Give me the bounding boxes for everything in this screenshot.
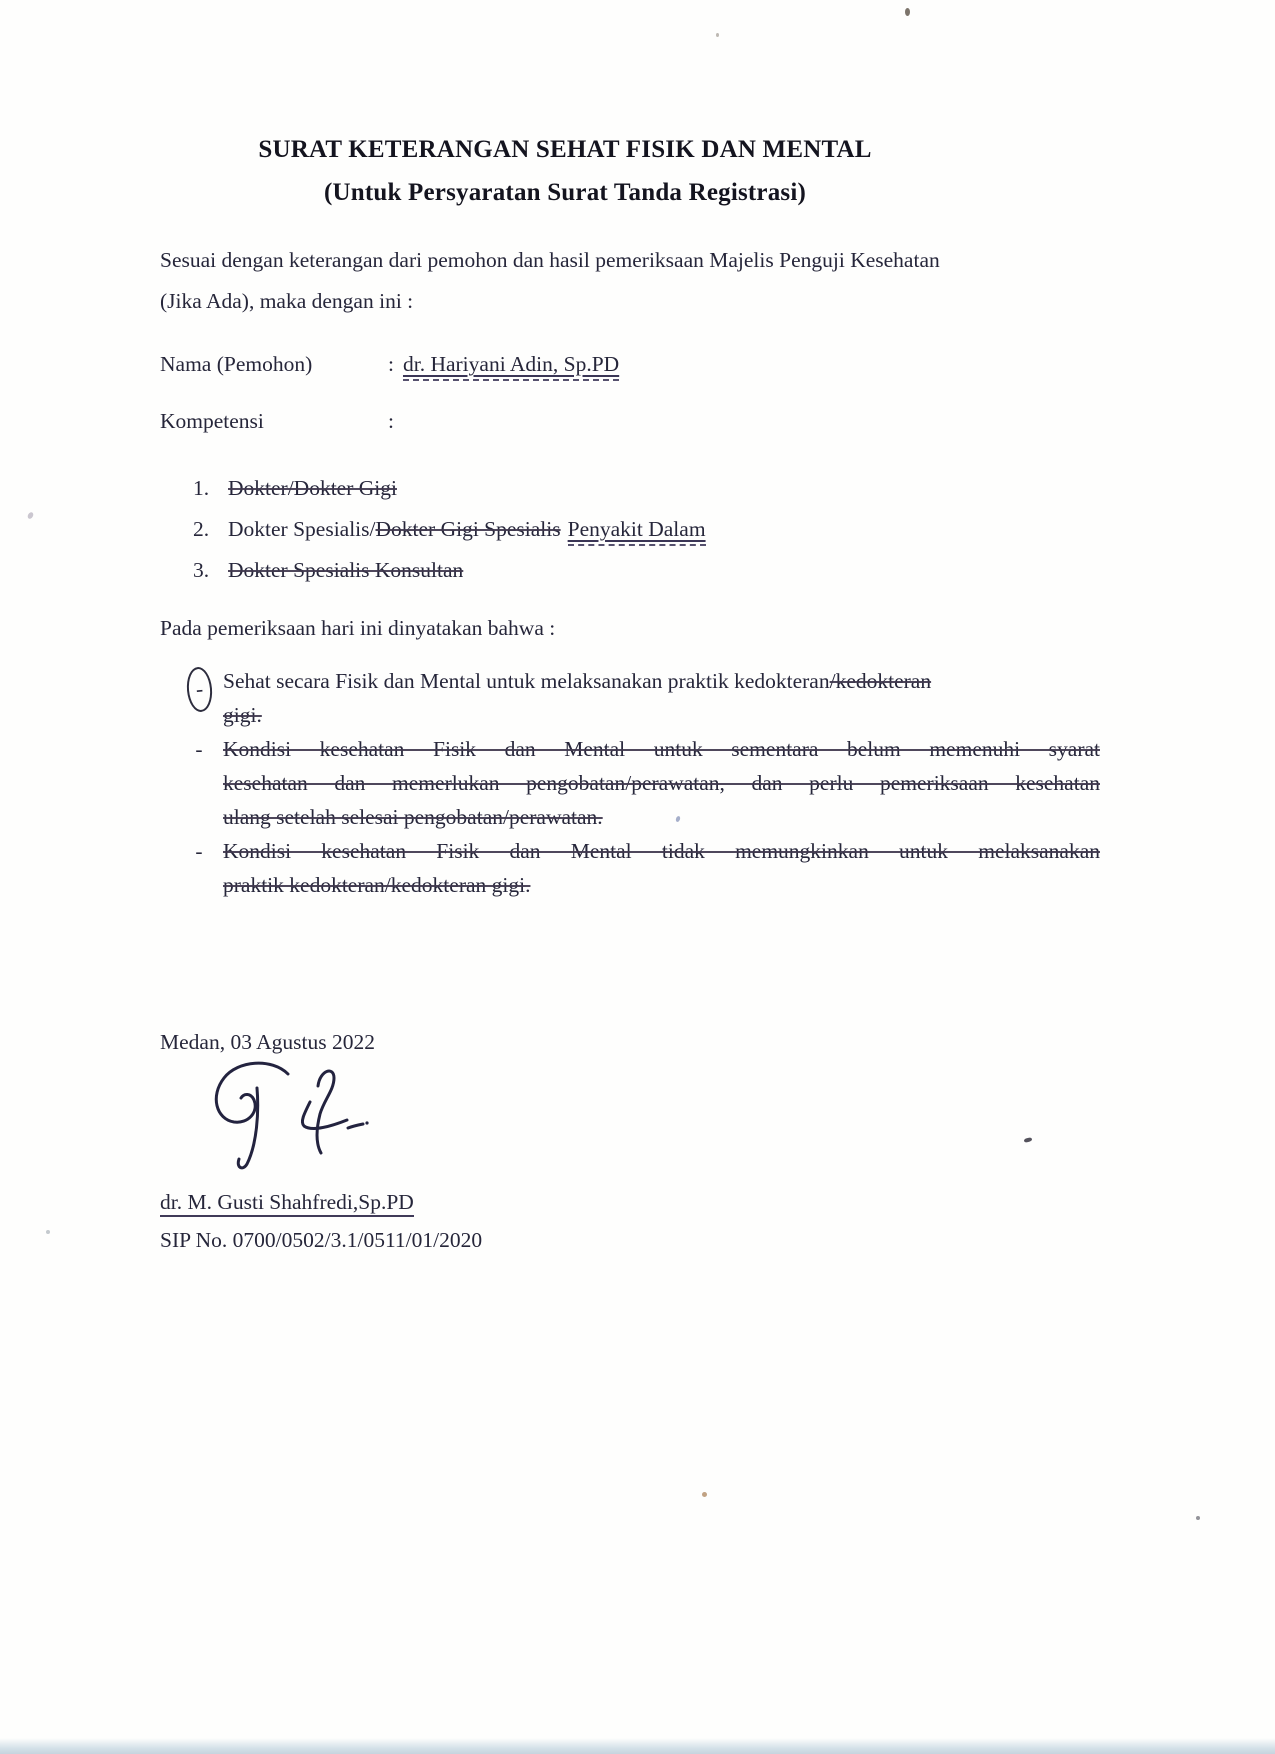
intro-paragraph — [160, 240, 1100, 322]
option-temporarily-unfit — [175, 732, 1100, 834]
option-line — [223, 664, 1100, 698]
item-number: 1. — [193, 476, 210, 500]
scanner-edge-shadow — [0, 1738, 1275, 1754]
option-fit — [175, 664, 1100, 732]
dash-marker: - — [195, 737, 203, 761]
document-title: SURAT KETERANGAN SEHAT FISIK DAN MENTAL — [258, 136, 872, 163]
competency-item-3 — [193, 558, 1093, 583]
item-number: 2. — [193, 517, 210, 541]
competency-item-2 — [193, 517, 1093, 542]
struck-text: Dokter Gigi Spesialis — [375, 517, 561, 541]
sip-number: SIP No. 0700/0502/3.1/0511/01/2020 — [160, 1228, 483, 1252]
document-subtitle: (Untuk Persyaratan Surat Tanda Registrasi) — [323, 179, 807, 206]
intro-line-1: Sesuai dengan keterangan dari pemohon dan hasil pemeriksaan Majelis Penguji Kesehatan — [160, 248, 940, 272]
dash-marker: - — [194, 676, 204, 702]
option-unfit — [175, 834, 1100, 902]
struck-text: Dokter/Dokter Gigi — [228, 476, 397, 500]
signature — [200, 1056, 370, 1182]
scan-speck — [702, 1492, 707, 1497]
option-line — [223, 766, 1100, 800]
struck-text: gigi. — [223, 703, 262, 727]
signer-name: dr. M. Gusti Shahfredi,Sp.PD — [160, 1190, 414, 1215]
struck-text: ulang setelah selesai pengobatan/perawatan. — [223, 805, 603, 829]
struck-text: /kedokteran — [829, 669, 932, 693]
competency-label: Kompetensi — [160, 409, 264, 433]
normal-text: Sehat secara Fisik dan Mental untuk melaksanakan praktik kedokteran — [223, 669, 830, 693]
option-line — [223, 834, 1100, 868]
signature-scribble — [200, 1056, 370, 1176]
struck-text: Kondisi kesehatan Fisik dan Mental untuk sementara belum memenuhi syarat — [223, 737, 1100, 761]
colon: : — [388, 352, 394, 376]
normal-text: Dokter Spesialis/ — [228, 517, 376, 541]
scan-speck — [1024, 1137, 1033, 1143]
option-line — [223, 732, 1100, 766]
scan-speck — [905, 8, 910, 16]
health-statement-options — [175, 664, 1100, 902]
dash-marker: - — [195, 839, 203, 863]
document-title-block — [160, 128, 970, 214]
option-line — [223, 868, 1100, 902]
struck-text: praktik kedokteran/kedokteran gigi. — [223, 873, 531, 897]
field-competency — [160, 409, 394, 434]
competency-item-1 — [193, 476, 1093, 501]
scan-speck — [716, 33, 719, 37]
applicant-name-label: Nama (Pemohon) — [160, 352, 313, 376]
place-and-date: Medan, 03 Agustus 2022 — [160, 1030, 375, 1054]
applicant-name-value: dr. Hariyani Adin, Sp.PD — [403, 352, 619, 381]
statement-heading: Pada pemeriksaan hari ini dinyatakan bahwa : — [160, 616, 556, 640]
selected-option-marker — [175, 664, 223, 732]
option-line — [223, 800, 1100, 834]
handwritten-specialty: Penyakit Dalam — [568, 517, 706, 546]
struck-text: Dokter Spesialis Konsultan — [228, 558, 464, 582]
scan-speck — [46, 1230, 50, 1234]
pen-circle-icon — [185, 666, 214, 713]
scan-speck — [1196, 1516, 1200, 1520]
intro-line-2: (Jika Ada), maka dengan ini : — [160, 289, 414, 313]
struck-text: kesehatan dan memerlukan pengobatan/perawatan, dan perlu pemeriksaan kesehatan — [223, 771, 1100, 795]
field-applicant-name — [160, 352, 619, 377]
competency-list — [193, 476, 1093, 599]
item-number: 3. — [193, 558, 210, 582]
struck-text: Kondisi kesehatan Fisik dan Mental tidak memungkinkan untuk melaksanakan — [223, 839, 1100, 863]
option-line — [223, 698, 1100, 732]
scan-speck — [27, 511, 35, 520]
colon: : — [388, 409, 394, 433]
